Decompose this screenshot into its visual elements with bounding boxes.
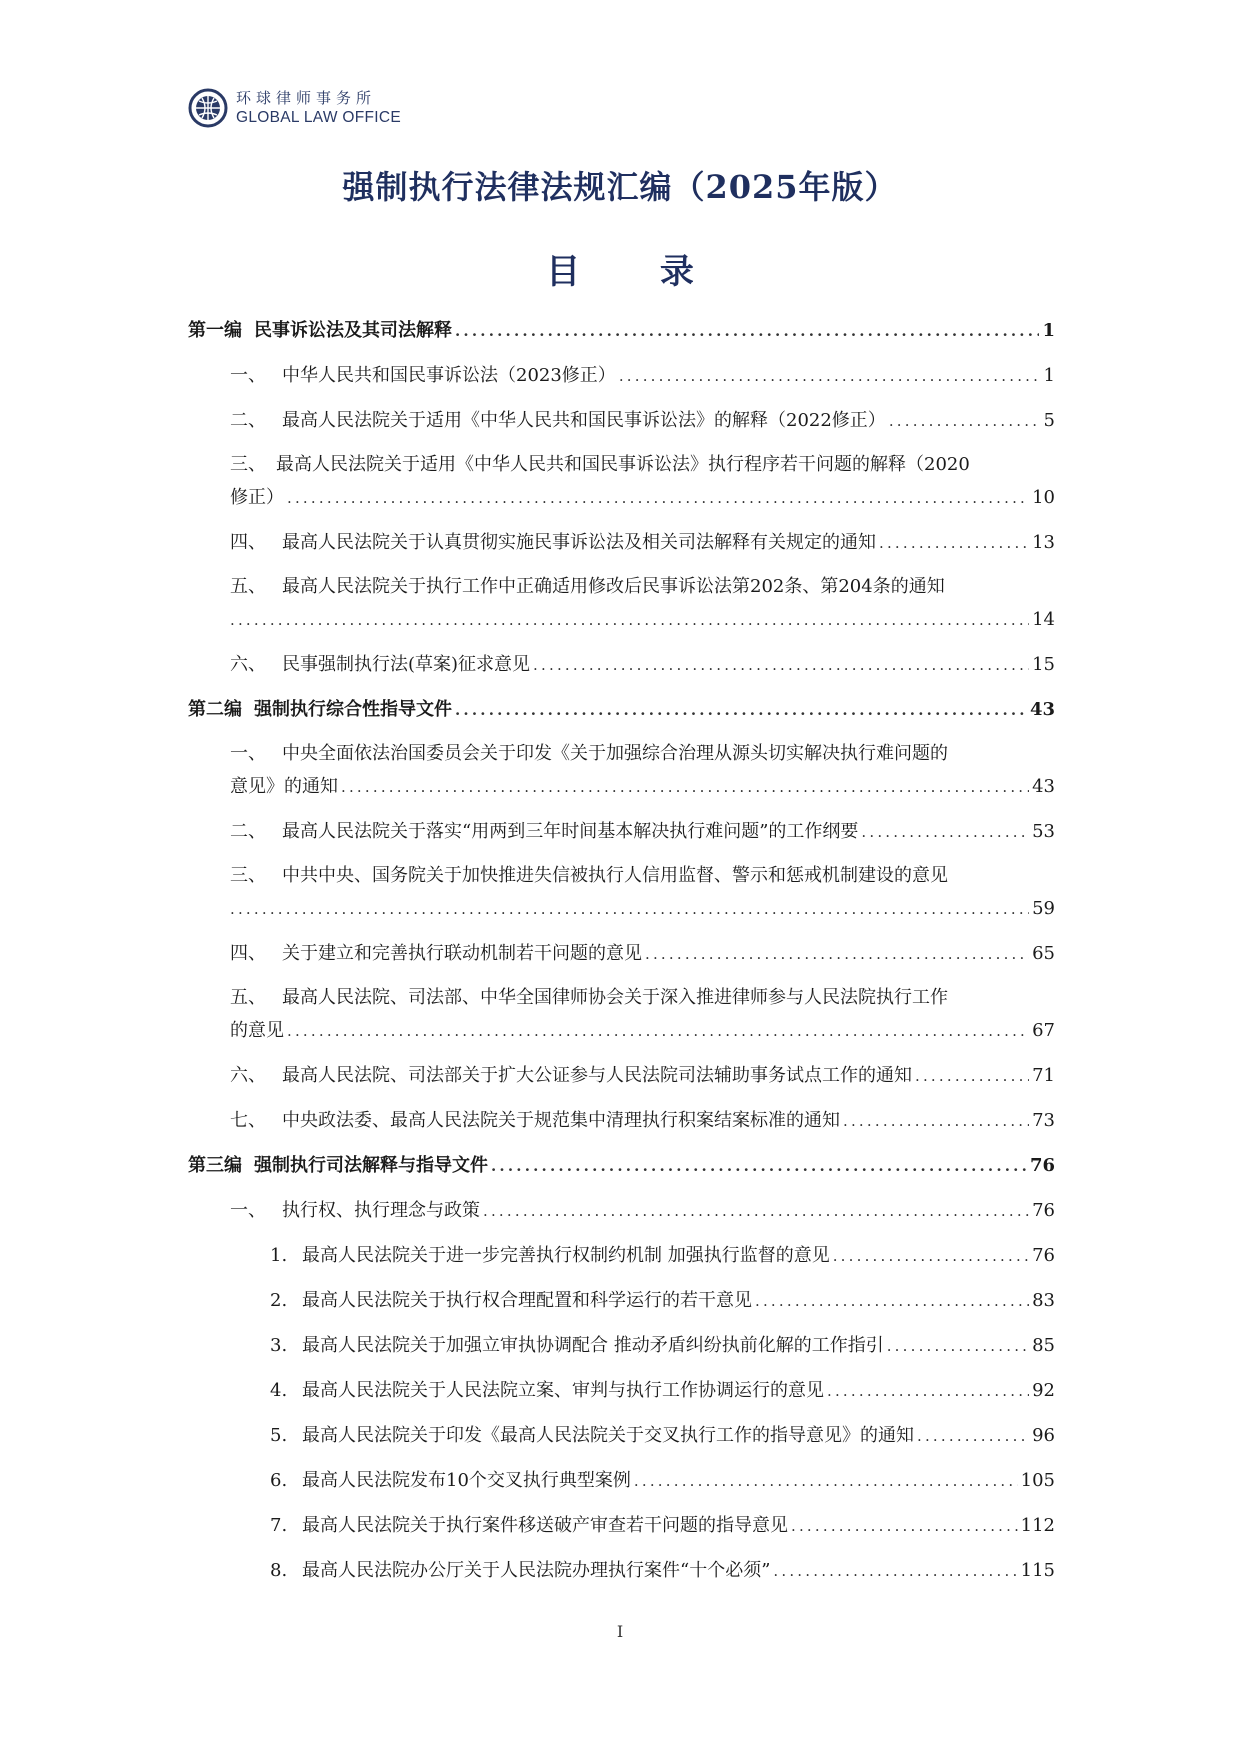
toc-leader bbox=[917, 1425, 1029, 1447]
toc-leader bbox=[287, 487, 1029, 509]
toc-entry-title-cont: 修正） bbox=[230, 487, 284, 508]
toc-page-number: 85 bbox=[1032, 1335, 1055, 1356]
toc-page-number: 76 bbox=[1032, 1200, 1055, 1221]
toc-leader bbox=[287, 1020, 1029, 1042]
toc-entry-title: 最高人民法院办公厅关于人民法院办理执行案件“十个必须” bbox=[302, 1560, 771, 1581]
toc-entry-number: 7. bbox=[270, 1515, 288, 1536]
toc-part-title: 强制执行综合性指导文件 bbox=[254, 699, 452, 720]
toc-entry-title-cont: 的意见 bbox=[230, 1020, 284, 1041]
toc-entry[interactable] bbox=[230, 1110, 1055, 1132]
toc-leader bbox=[755, 1290, 1029, 1312]
logo-name-en: GLOBAL LAW OFFICE bbox=[236, 108, 402, 126]
toc-entry-number: 一、 bbox=[230, 743, 266, 764]
toc-subentry[interactable] bbox=[270, 1245, 1055, 1267]
toc-subentry[interactable] bbox=[270, 1335, 1055, 1357]
toc-leader bbox=[341, 776, 1029, 798]
toc-leader bbox=[843, 1110, 1029, 1132]
toc-entry[interactable] bbox=[230, 1065, 1055, 1087]
logo-name-cn: 环球律师事务所 bbox=[236, 88, 377, 107]
toc-entry-line2[interactable] bbox=[230, 1020, 1055, 1042]
toc-page-number: 14 bbox=[1032, 609, 1055, 630]
toc-page-number: 105 bbox=[1020, 1470, 1055, 1491]
toc-entry-title: 最高人民法院关于进一步完善执行权制约机制 加强执行监督的意见 bbox=[302, 1245, 830, 1266]
toc-leader bbox=[833, 1245, 1029, 1267]
toc-entry-title: 关于建立和完善执行联动机制若干问题的意见 bbox=[282, 943, 642, 964]
toc-entry-title: 执行权、执行理念与政策 bbox=[282, 1200, 480, 1221]
toc-entry-title: 中共中央、国务院关于加快推进失信被执行人信用监督、警示和惩戒机制建设的意见 bbox=[282, 865, 948, 886]
toc-entry-title: 最高人民法院、司法部、中华全国律师协会关于深入推进律师参与人民法院执行工作 bbox=[282, 987, 948, 1008]
toc-entry[interactable] bbox=[230, 365, 1055, 387]
toc-subentry[interactable] bbox=[270, 1425, 1055, 1447]
toc-leader bbox=[887, 1335, 1029, 1357]
toc-leader bbox=[645, 943, 1029, 965]
toc-entry-title: 最高人民法院关于人民法院立案、审判与执行工作协调运行的意见 bbox=[302, 1380, 824, 1401]
toc-entry-title: 最高人民法院关于适用《中华人民共和国民事诉讼法》的解释（2022修正） bbox=[282, 410, 886, 431]
toc-page-number: 13 bbox=[1032, 532, 1055, 553]
toc-page-number: 59 bbox=[1032, 898, 1055, 919]
toc-part-3[interactable] bbox=[188, 1155, 1055, 1177]
toc-subentry[interactable] bbox=[270, 1380, 1055, 1402]
toc-leader bbox=[634, 1470, 1018, 1492]
toc-entry-title: 最高人民法院关于执行权合理配置和科学运行的若干意见 bbox=[302, 1290, 752, 1311]
toc-entry-number: 五、 bbox=[230, 987, 266, 1008]
toc-part-1[interactable] bbox=[188, 320, 1055, 342]
toc-entry-title: 最高人民法院、司法部关于扩大公证参与人民法院司法辅助事务试点工作的通知 bbox=[282, 1065, 912, 1086]
toc-entry-line1[interactable] bbox=[230, 865, 948, 887]
toc-leader bbox=[230, 609, 1029, 631]
toc-entry-title: 民事强制执行法(草案)征求意见 bbox=[282, 654, 531, 675]
document-title: 强制执行法律法规汇编（2025年版） bbox=[342, 168, 898, 206]
toc-entry-title: 中央政法委、最高人民法院关于规范集中清理执行积案结案标准的通知 bbox=[282, 1110, 840, 1131]
toc-page-number: 15 bbox=[1032, 654, 1055, 675]
toc-subentry[interactable] bbox=[270, 1470, 1055, 1492]
toc-page-number: 43 bbox=[1032, 776, 1055, 797]
toc-entry[interactable] bbox=[230, 943, 1055, 965]
toc-entry-title: 最高人民法院关于认真贯彻实施民事诉讼法及相关司法解释有关规定的通知 bbox=[282, 532, 876, 553]
page-number: I bbox=[616, 1622, 624, 1641]
toc-page-number: 115 bbox=[1020, 1560, 1055, 1581]
toc-page-number: 53 bbox=[1032, 821, 1055, 842]
toc-page-number: 5 bbox=[1043, 410, 1055, 431]
toc-page-number: 67 bbox=[1032, 1020, 1055, 1041]
toc-entry-line1[interactable] bbox=[230, 743, 948, 765]
toc-leader bbox=[491, 1155, 1027, 1177]
toc-page-number: 96 bbox=[1032, 1425, 1055, 1446]
toc-page-number: 1 bbox=[1042, 320, 1055, 341]
toc-entry-number: 2. bbox=[270, 1290, 288, 1311]
toc-page-number: 76 bbox=[1029, 1155, 1055, 1176]
toc-part-number: 第三编 bbox=[188, 1155, 242, 1176]
toc-entry-title: 最高人民法院发布10个交叉执行典型案例 bbox=[302, 1470, 631, 1491]
toc-page-number: 65 bbox=[1032, 943, 1055, 964]
toc-leader bbox=[455, 320, 1039, 342]
toc-page-number: 112 bbox=[1020, 1515, 1055, 1536]
toc-entry-title-cont: 意见》的通知 bbox=[230, 776, 338, 797]
toc-entry[interactable] bbox=[230, 410, 1055, 432]
toc-part-2[interactable] bbox=[188, 699, 1055, 721]
toc-entry-line2[interactable] bbox=[230, 898, 1055, 920]
toc-part-number: 第一编 bbox=[188, 320, 242, 341]
toc-entry-title: 最高人民法院关于加强立审执协调配合 推动矛盾纠纷执前化解的工作指引 bbox=[302, 1335, 884, 1356]
toc-entry-title: 中华人民共和国民事诉讼法（2023修正） bbox=[282, 365, 616, 386]
toc-leader bbox=[533, 654, 1029, 676]
toc-page-number: 1 bbox=[1043, 365, 1055, 386]
toc-entry[interactable] bbox=[230, 532, 1055, 554]
toc-entry-number: 三、 bbox=[230, 865, 266, 886]
toc-part-number: 第二编 bbox=[188, 699, 242, 720]
toc-leader bbox=[773, 1560, 1017, 1582]
toc-leader bbox=[791, 1515, 1018, 1537]
toc-leader bbox=[483, 1200, 1029, 1222]
toc-entry-number: 3. bbox=[270, 1335, 288, 1356]
toc-entry-line2[interactable] bbox=[230, 609, 1055, 631]
toc-part-title: 民事诉讼法及其司法解释 bbox=[254, 320, 452, 341]
toc-entry-line2[interactable] bbox=[230, 776, 1055, 798]
toc-entry-line1[interactable] bbox=[230, 576, 945, 598]
toc-entry-number: 七、 bbox=[230, 1110, 266, 1131]
toc-entry-number: 一、 bbox=[230, 365, 266, 386]
toc-entry-title: 最高人民法院关于执行案件移送破产审查若干问题的指导意见 bbox=[302, 1515, 788, 1536]
toc-leader bbox=[619, 365, 1041, 387]
toc-entry-number: 1. bbox=[270, 1245, 288, 1266]
toc-leader bbox=[455, 699, 1027, 721]
toc-leader bbox=[861, 821, 1029, 843]
toc-page-number: 43 bbox=[1029, 699, 1055, 720]
toc-leader bbox=[827, 1380, 1029, 1402]
toc-subentry[interactable] bbox=[270, 1290, 1055, 1312]
toc-entry-line2[interactable] bbox=[230, 487, 1055, 509]
toc-page-number: 92 bbox=[1032, 1380, 1055, 1401]
firm-logo bbox=[188, 86, 401, 130]
toc-entry-number: 一、 bbox=[230, 1200, 266, 1221]
toc-entry[interactable] bbox=[230, 1200, 1055, 1222]
toc-leader bbox=[889, 410, 1041, 432]
toc-leader bbox=[915, 1065, 1029, 1087]
toc-leader bbox=[230, 898, 1029, 920]
toc-entry-title: 最高人民法院关于执行工作中正确适用修改后民事诉讼法第202条、第204条的通知 bbox=[282, 576, 945, 597]
toc-entry-number: 二、 bbox=[230, 821, 266, 842]
toc-page-number: 71 bbox=[1032, 1065, 1055, 1086]
toc-entry-line1[interactable] bbox=[230, 454, 970, 476]
toc-entry-line1[interactable] bbox=[230, 987, 948, 1009]
toc-entry-title: 中央全面依法治国委员会关于印发《关于加强综合治理从源头切实解决执行难问题的 bbox=[282, 743, 948, 764]
globe-icon bbox=[188, 88, 228, 128]
toc-entry[interactable] bbox=[230, 821, 1055, 843]
toc-entry-title: 最高人民法院关于印发《最高人民法院关于交叉执行工作的指导意见》的通知 bbox=[302, 1425, 914, 1446]
toc-page-number: 83 bbox=[1032, 1290, 1055, 1311]
toc-part-title: 强制执行司法解释与指导文件 bbox=[254, 1155, 488, 1176]
toc-entry-number: 8. bbox=[270, 1560, 288, 1581]
toc-page-number: 10 bbox=[1032, 487, 1055, 508]
toc-entry-number: 5. bbox=[270, 1425, 288, 1446]
toc-entry-number: 二、 bbox=[230, 410, 266, 431]
toc-page-number: 73 bbox=[1032, 1110, 1055, 1131]
toc-entry[interactable] bbox=[230, 654, 1055, 676]
toc-entry-number: 六、 bbox=[230, 654, 266, 675]
toc-entry-number: 四、 bbox=[230, 943, 266, 964]
toc-entry-title: 最高人民法院关于适用《中华人民共和国民事诉讼法》执行程序若干问题的解释（2020 bbox=[276, 454, 970, 475]
toc-entry-number: 五、 bbox=[230, 576, 266, 597]
toc-entry-number: 三、 bbox=[230, 454, 266, 475]
toc-entry-number: 4. bbox=[270, 1380, 288, 1401]
toc-subentry[interactable] bbox=[270, 1515, 1055, 1537]
toc-entry-number: 四、 bbox=[230, 532, 266, 553]
toc-subentry[interactable] bbox=[270, 1560, 1055, 1582]
toc-entry-title: 最高人民法院关于落实“用两到三年时间基本解决执行难问题”的工作纲要 bbox=[282, 821, 859, 842]
toc-entry-number: 6. bbox=[270, 1470, 288, 1491]
toc-heading: 目 录 bbox=[546, 252, 728, 292]
toc-leader bbox=[879, 532, 1029, 554]
toc-entry-number: 六、 bbox=[230, 1065, 266, 1086]
toc-page-number: 76 bbox=[1032, 1245, 1055, 1266]
